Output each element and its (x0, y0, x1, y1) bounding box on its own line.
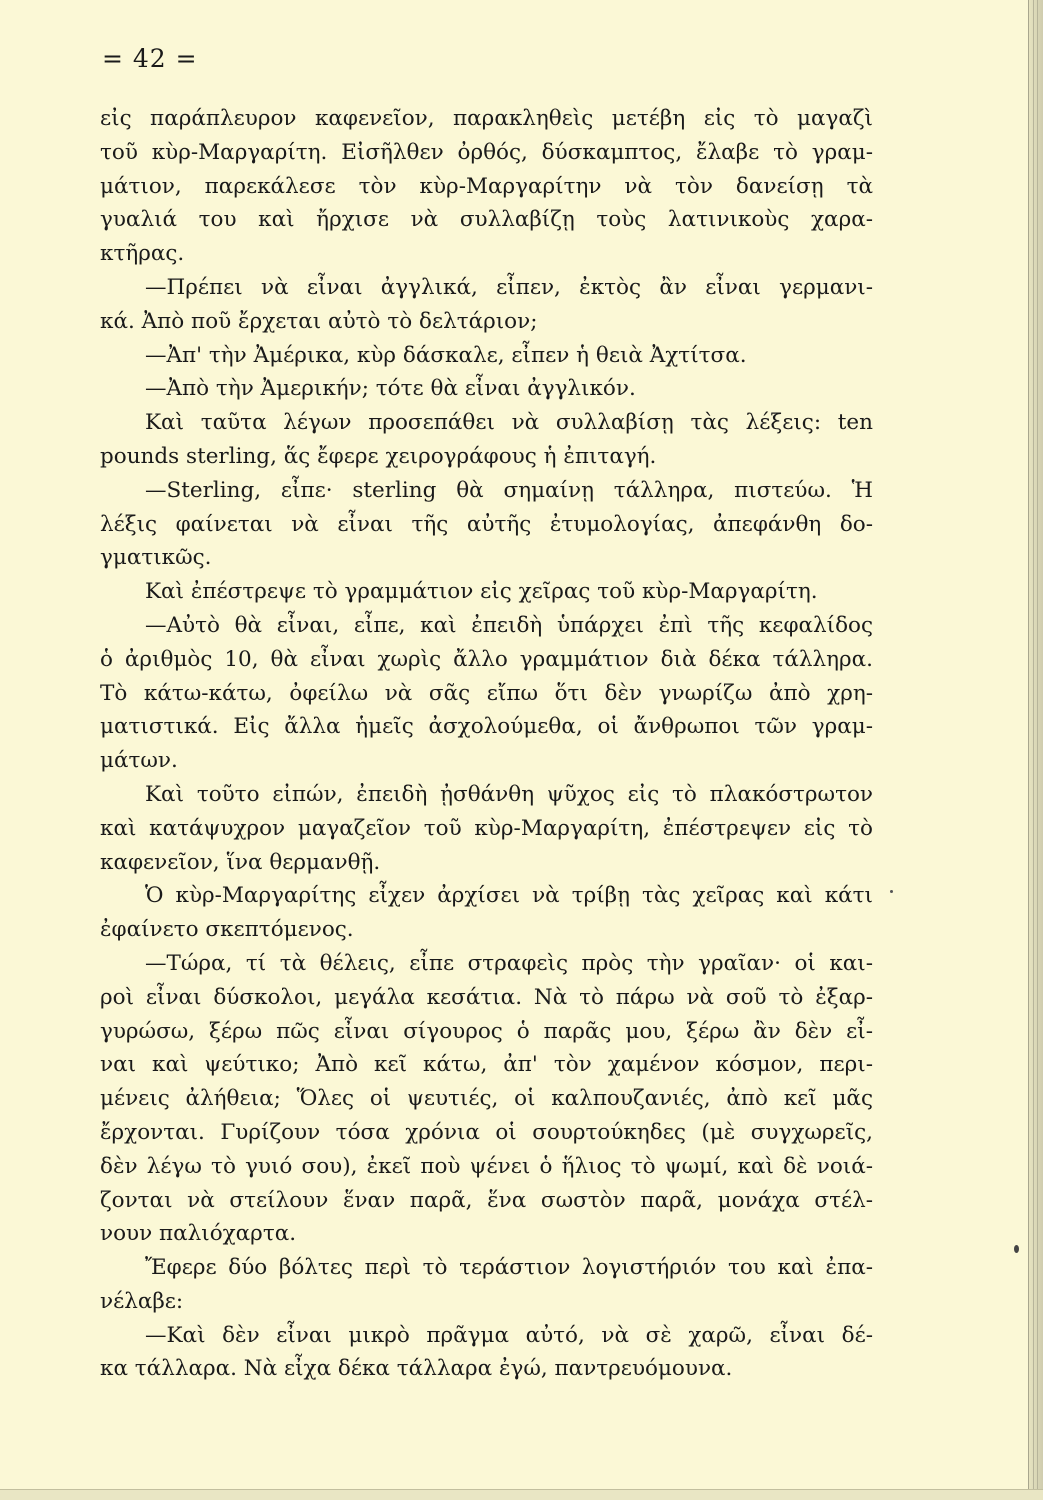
text-line: Ὁ κὺρ-Μαργαρίτης εἶχεν ἀρχίσει νὰ τρίβῃ τὰς χεῖρας καὶ κάτι (145, 883, 873, 909)
text-line: pounds sterling, ἅς ἔφερε χειρογράφους ἡ ἐπιταγή. (100, 443, 657, 469)
ink-speck (890, 890, 893, 893)
text-line: Καὶ ἐπέστρεψε τὸ γραμμάτιον εἰς χεῖρας τοῦ κὺρ-Μαργαρίτη. (145, 579, 818, 605)
text-line: —Sterling, εἶπε· sterling θὰ σημαίνῃ τάλληρα, πιστεύω. Ἡ (145, 477, 873, 503)
page-edge-bottom (0, 1489, 1043, 1500)
page-edge-line (1033, 0, 1034, 1500)
text-line: Ἔφερε δύο βόλτες περὶ τὸ τεράστιον λογιστήριόν του καὶ ἐπα- (145, 1255, 873, 1281)
text-line: τοῦ κὺρ-Μαργαρίτη. Εἰσῆλθεν ὀρθός, δύσκαμπτος, ἔλαβε τὸ γραμ- (100, 139, 873, 165)
text-line: μάτιον, παρεκάλεσε τὸν κὺρ-Μαργαρίτην νὰ τὸν δανείσῃ τὰ (100, 173, 873, 199)
text-line: —Ἀπ' τὴν Ἀμέρικα, κὺρ δάσκαλε, εἶπεν ἡ θειὰ Ἀχτίτσα. (145, 342, 747, 368)
text-line: κτῆρας. (100, 241, 185, 267)
ink-smudge (1014, 1245, 1019, 1253)
page-edge-right (1028, 0, 1043, 1500)
text-line: εἰς παράπλευρον καφενεῖον, παρακληθεὶς μετέβη εἰς τὸ μαγαζὶ (100, 106, 873, 131)
text-line: γματικῶς. (100, 545, 212, 571)
text-line: —Αὐτὸ θὰ εἶναι, εἶπε, καὶ ἐπειδὴ ὑπάρχει ἐπὶ τῆς κεφαλίδος (145, 612, 873, 638)
text-line: —Καὶ δὲν εἶναι μικρὸ πρᾶγμα αὐτό, νὰ σὲ χαρῶ, εἶναι δέ- (145, 1322, 873, 1348)
text-line: ὁ ἀριθμὸς 10, θὰ εἶναι χωρὶς ἄλλο γραμμάτιον διὰ δέκα τάλληρα. (100, 646, 873, 672)
text-line: ἔρχονται. Γυρίζουν τόσα χρόνια οἱ σουρτούκηδες (μὲ συγχωρεῖς, (100, 1119, 873, 1145)
text-line: ναι καὶ ψεύτικο; Ἀπὸ κεῖ κάτω, ἀπ' τὸν χαμένον κόσμον, περι- (100, 1052, 873, 1078)
text-line: ροὶ εἶναι δύσκολοι, μεγάλα κεσάτια. Νὰ τὸ πάρω νὰ σοῦ τὸ ἐξαρ- (100, 984, 873, 1010)
text-line: ἐφαίνετο σκεπτόμενος. (100, 917, 354, 943)
text-line: μένεις ἀλήθεια; Ὅλες οἱ ψευτιές, οἱ καλπουζανιές, ἀπὸ κεῖ μᾶς (100, 1086, 873, 1112)
text-line: δὲν λέγω τὸ γυιό σου), ἐκεῖ ποὺ ψένει ὁ ἥλιος τὸ ψωμί, καὶ δὲ νοιά- (100, 1153, 873, 1179)
text-line: νουν παλιόχαρτα. (100, 1221, 297, 1247)
text-line: καφενεῖον, ἵνα θερμανθῇ. (100, 849, 381, 875)
text-line: κά. Ἀπὸ ποῦ ἔρχεται αὐτὸ τὸ δελτάριον; (100, 308, 538, 334)
text-line: Καὶ ταῦτα λέγων προσεπάθει νὰ συλλαβίσῃ τὰς λέξεις: ten (145, 410, 873, 436)
text-line: νέλαβε: (100, 1288, 184, 1314)
text-line: γυαλιά του καὶ ἤρχισε νὰ συλλαβίζῃ τοὺς λατινικοὺς χαρα- (100, 207, 873, 233)
body-text (100, 102, 873, 1386)
text-line: καὶ κατάψυχρον μαγαζεῖον τοῦ κὺρ-Μαργαρίτη, ἐπέστρεψεν εἰς τὸ (100, 815, 873, 841)
text-line: Τὸ κάτω-κάτω, ὀφείλω νὰ σᾶς εἴπω ὅτι δὲν γνωρίζω ἀπὸ χρη- (100, 680, 873, 706)
text-line: λέξις φαίνεται νὰ εἶναι τῆς αὐτῆς ἐτυμολογίας, ἀπεφάνθη δο- (100, 511, 873, 537)
text-line: ζονται νὰ στείλουν ἕναν παρᾶ, ἕνα σωστὸν παρᾶ, μονάχα στέλ- (100, 1187, 873, 1213)
text-line: κα τάλλαρα. Νὰ εἶχα δέκα τάλλαρα ἐγώ, παντρευόμουνα. (100, 1356, 733, 1382)
text-line: γυρώσω, ξέρω πῶς εἶναι σίγουρος ὁ παρᾶς μου, ξέρω ἂν δὲν εἶ- (100, 1018, 873, 1044)
text-line: —Τώρα, τί τὰ θέλεις, εἶπε στραφεὶς πρὸς τὴν γραῖαν· οἱ και- (145, 950, 873, 976)
text-line: μάτων. (100, 748, 178, 774)
page-edge-line (1037, 0, 1038, 1500)
text-line: —Ἀπὸ τὴν Ἀμερικήν; τότε θὰ εἶναι ἀγγλικόν. (145, 376, 636, 402)
text-line: ματιστικά. Εἰς ἄλλα ἡμεῖς ἀσχολούμεθα, οἱ ἄνθρωποι τῶν γραμ- (100, 714, 873, 740)
text-line: Καὶ τοῦτο εἰπών, ἐπειδὴ ᾐσθάνθη ψῦχος εἰς τὸ πλακόστρωτον (145, 781, 873, 807)
text-line: —Πρέπει νὰ εἶναι ἀγγλικά, εἶπεν, ἐκτὸς ἂν εἶναι γερμανι- (145, 274, 873, 300)
page-number: = 42 = (102, 44, 198, 73)
